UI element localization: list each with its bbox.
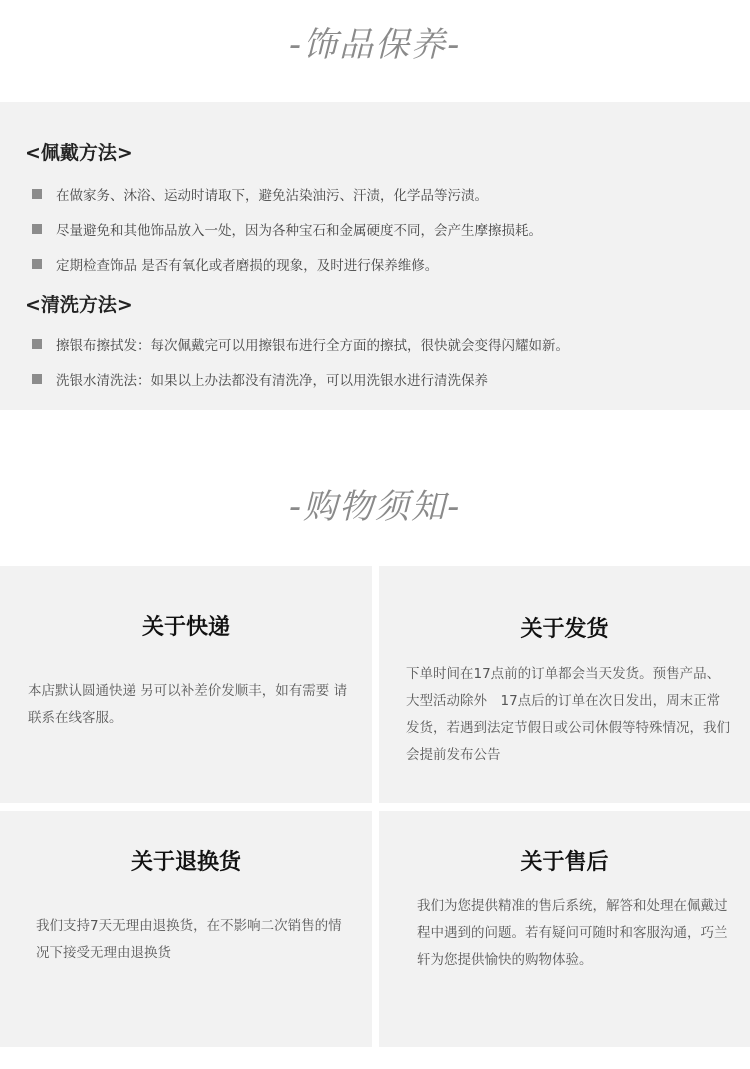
- card-title: 关于退换货: [130, 850, 241, 875]
- cleaning-method-heading: <清洗方法>: [25, 294, 133, 316]
- list-item-text: 定期检查饰品 是否有氧化或者磨损的现象，及时进行保养维修。: [56, 257, 439, 274]
- card-body: 我们支持7天无理由退换货，在不影响二次销售的情况下接受无理由退换货: [36, 918, 342, 961]
- square-bullet-icon: [32, 259, 42, 269]
- return-exchange-card: [0, 811, 372, 1047]
- shopping-notice-title: -购物须知-: [288, 487, 462, 527]
- list-item-text: 洗银水清洗法：如果以上办法都没有清洗净，可以用洗银水进行清洗保养: [56, 372, 488, 389]
- square-bullet-icon: [32, 224, 42, 234]
- list-item-text: 在做家务、沐浴、运动时请取下，避免沾染油污、汗渍，化学品等污渍。: [56, 187, 488, 204]
- dispatch-info-card: [379, 566, 750, 803]
- card-body: 我们为您提供精准的售后系统，解答和处理在佩戴过程中遇到的问题。若有疑问可随时和客服沟通，巧兰轩为您提供愉快的购物体验。: [417, 898, 728, 968]
- card-title: 关于售后: [520, 850, 609, 875]
- square-bullet-icon: [32, 339, 42, 349]
- after-sale-card: [379, 811, 750, 1047]
- wearing-method-heading: <佩戴方法>: [25, 142, 133, 164]
- wearing-method-list: [32, 176, 732, 281]
- jewelry-care-title: -饰品保养-: [288, 25, 462, 65]
- list-item: [32, 361, 732, 396]
- cleaning-method-list: [32, 326, 732, 396]
- list-item-text: 擦银布擦拭发：每次佩戴完可以用擦银布进行全方面的擦拭，很快就会变得闪耀如新。: [56, 337, 569, 354]
- list-item-text: 尽量避免和其他饰品放入一处，因为各种宝石和金属硬度不同，会产生摩擦损耗。: [56, 222, 542, 239]
- list-item: [32, 246, 732, 281]
- jewelry-care-panel: [0, 102, 750, 410]
- list-item: [32, 211, 732, 246]
- square-bullet-icon: [32, 374, 42, 384]
- square-bullet-icon: [32, 189, 42, 199]
- card-title: 关于发货: [520, 617, 609, 642]
- card-body: 本店默认圆通快递 另可以补差价发顺丰，如有需要 请联系在线客服。: [28, 683, 348, 726]
- card-title: 关于快递: [141, 615, 230, 640]
- card-body: 下单时间在17点前的订单都会当天发货。预售产品、大型活动除外 17点后的订单在次日发出，周末正常发货，若遇到法定节假日或公司休假等特殊情况，我们会提前发布公告: [406, 666, 730, 763]
- list-item: [32, 176, 732, 211]
- shipping-info-card: [0, 566, 372, 803]
- list-item: [32, 326, 732, 361]
